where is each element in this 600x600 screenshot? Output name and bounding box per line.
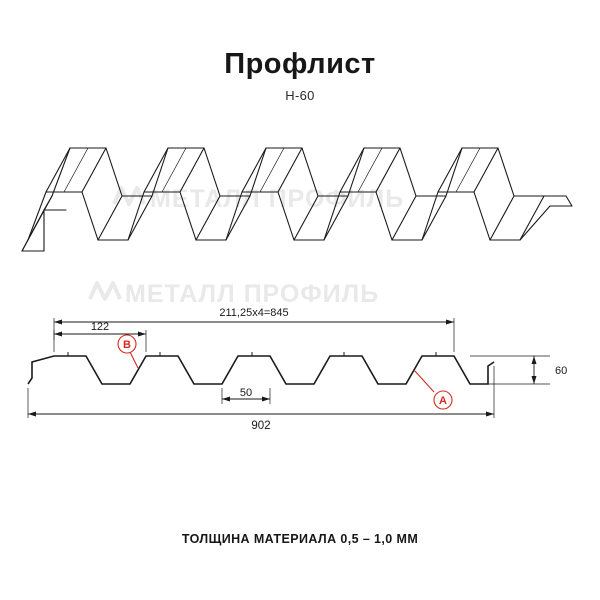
callout-b-label: B bbox=[123, 339, 131, 351]
dim-height: 60 bbox=[555, 365, 568, 377]
callout-a-label: А bbox=[439, 395, 447, 407]
dim-rib-pitch: 122 bbox=[90, 321, 110, 333]
section-svg bbox=[10, 300, 590, 440]
dim-top-span: 211,25х4=845 bbox=[219, 307, 289, 319]
watermark-text-bottom: МЕТАЛЛ ПРОФИЛЬ bbox=[125, 280, 380, 308]
profile-model-label: Н-60 bbox=[285, 88, 315, 103]
material-thickness-note: ТОЛЩИНА МАТЕРИАЛА 0,5 – 1,0 ММ bbox=[181, 532, 419, 546]
dim-flange: 50 bbox=[239, 387, 253, 399]
isometric-svg bbox=[10, 118, 590, 268]
watermark-text-top: МЕТАЛЛ ПРОФИЛЬ bbox=[150, 185, 405, 213]
isometric-drawing bbox=[10, 118, 590, 268]
dim-total-width: 902 bbox=[251, 420, 271, 432]
page-title: Профлист bbox=[224, 48, 376, 80]
section-drawing bbox=[10, 300, 590, 440]
